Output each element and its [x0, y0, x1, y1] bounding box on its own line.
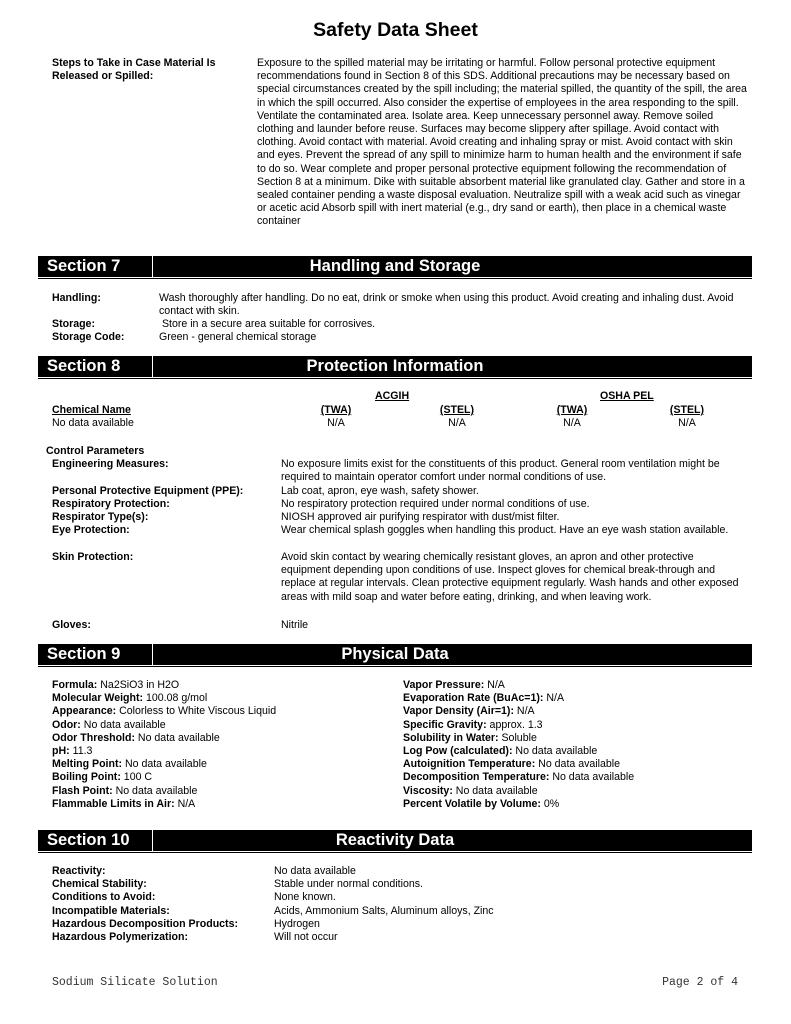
document-title: Safety Data Sheet — [313, 19, 478, 41]
reactivity-row: Hazardous Polymerization: Will not occur — [52, 930, 338, 943]
storage-text: Store in a secure area suitable for corrosives. — [159, 318, 376, 330]
section-7-title: Handling and Storage — [309, 257, 481, 275]
handling-text: Wash thoroughly after handling. Do no eat, drink or smoke when using this product. Avoid creating and inhaling dust. Avoid contact with skin. — [159, 292, 734, 318]
physical-data-item: Evaporation Rate (BuAc=1): N/A — [403, 692, 565, 705]
physical-data-item: Log Pow (calculated): No data available — [403, 745, 598, 758]
spill-label — [52, 57, 252, 83]
table-row-acgih-twa: N/A — [327, 417, 345, 429]
storage-code-label: Storage Code: — [52, 331, 125, 343]
reactivity-row: Incompatible Materials: Acids, Ammonium Salts, Aluminum alloys, Zinc — [52, 904, 494, 917]
section-8-number: Section 8 — [47, 357, 121, 375]
respiratory-label: Respiratory Protection: — [52, 498, 170, 510]
control-parameters-title: Control Parameters — [46, 445, 145, 457]
gloves-label: Gloves: — [52, 619, 91, 631]
gloves-text: Nitrile — [281, 619, 309, 631]
ppe-label: Personal Protective Equipment (PPE): — [52, 485, 244, 497]
col-chemical-name: Chemical Name — [52, 404, 131, 416]
storage-label: Storage: — [52, 318, 95, 330]
col-osha-stel: (STEL) — [669, 404, 705, 416]
section-10-title: Reactivity Data — [335, 831, 455, 849]
engineering-label: Engineering Measures: — [52, 458, 169, 470]
physical-data-item: Appearance: Colorless to White Viscous Liquid — [52, 705, 277, 718]
storage-code-text: Green - general chemical storage — [159, 331, 317, 343]
acgih-header: ACGIH — [375, 390, 410, 402]
physical-data-item: Percent Volatile by Volume: 0% — [403, 797, 560, 810]
table-row-osha-stel: N/A — [678, 417, 696, 429]
table-row-acgih-stel: N/A — [448, 417, 466, 429]
eye-protection-text: Wear chemical splash goggles when handling this product. Have an eye wash station available. — [281, 524, 729, 536]
physical-data-item: Molecular Weight: 100.08 g/mol — [52, 692, 208, 705]
reactivity-table — [52, 865, 752, 944]
footer-product-name: Sodium Silicate Solution — [52, 976, 218, 989]
physical-data-left-column — [52, 679, 382, 811]
table-row-osha-twa: N/A — [563, 417, 581, 429]
table-row-name: No data available — [52, 417, 134, 429]
physical-data-item: Specific Gravity: approx. 1.3 — [403, 718, 543, 731]
section-9-number: Section 9 — [47, 645, 121, 663]
physical-data-item: Solubility in Water: Soluble — [403, 731, 537, 744]
physical-data-item: Flash Point: No data available — [52, 784, 198, 797]
engineering-text: No exposure limits exist for the constituents of this product. General room ventilation might be required to maintain operator comfort under normal conditions of use. — [281, 458, 720, 484]
handling-label: Handling: — [52, 292, 101, 304]
physical-data-item: Vapor Pressure: N/A — [403, 679, 505, 691]
skin-protection-label: Skin Protection: — [52, 551, 134, 563]
respirator-type-text: NIOSH approved air purifying respirator with dust/mist filter. — [281, 511, 560, 523]
section-10-number: Section 10 — [47, 831, 130, 849]
col-osha-twa: (TWA) — [556, 404, 588, 416]
physical-data-item: Odor Threshold: No data available — [52, 731, 220, 744]
section-10-header — [38, 830, 752, 852]
spill-label-line2: Released or Spilled: — [52, 70, 154, 83]
physical-data-item: Melting Point: No data available — [52, 758, 207, 771]
physical-data-item: Decomposition Temperature: No data available — [403, 771, 635, 784]
physical-data-item: Vapor Density (Air=1): N/A — [403, 705, 535, 718]
col-acgih-twa: (TWA) — [320, 404, 352, 416]
spill-label-line1: Steps to Take in Case Material Is — [52, 57, 216, 69]
section-7-header — [38, 256, 752, 278]
skin-protection-text: Avoid skin contact by wearing chemically resistant gloves, an apron and other protective equipment depending upon conditions of use. Inspect gloves for chemical break-through and replace at regular intervals. Clean protective equipment regularly. Wash hands and other exposed areas with mild soap and water before eating, drinking, and when leaving work. — [281, 551, 739, 603]
eye-protection-label: Eye Protection: — [52, 524, 130, 536]
footer-page-number: Page 2 of 4 — [662, 976, 738, 989]
section-9-header — [38, 644, 752, 666]
spill-text: Exposure to the spilled material may be irritating or harmful. Follow personal protective equipment recommendations found in Section 8 of this SDS. Additional precautions may be necessary based on special circumstances created by the spill including; the material spilled, the quantity of the spill, the area in which the spill occurred. Also consider the expertise of employees in the area responding to the spill. Ventilate the contaminated area. Isolate area. Keep unnecessary personnel away. Remove soiled clothing and launder before reuse. Surfaces may become slippery after spillage. Avoid contact with clothing. Avoid contact with material. Avoid creating and inhaling spray or mist. Avoid contact with skin and eyes. Prevent the spread of any spill to minimize harm to human health and the environment if safe to do so. Wear complete and proper personal protective equipment following the recommendation of Section 8 at a minimum. Dike with suitable absorbent material like granulated clay. Gather and store in a sealed container pending a waste disposal evaluation. Neutralize spill with a weak acid such as vinegar or acetic acid Absorb spill with inert material (e.g., dry sand or earth), then place in a chemical waste container — [257, 57, 747, 228]
physical-data-item: Boiling Point: 100 C — [52, 771, 153, 784]
respiratory-text: No respiratory protection required under normal conditions of use. — [281, 498, 590, 510]
osha-header: OSHA PEL — [600, 390, 654, 402]
physical-data-item: pH: 11.3 — [52, 745, 93, 758]
reactivity-row: Reactivity: No data available — [52, 865, 356, 877]
physical-data-right-column — [403, 679, 748, 811]
section-9-title: Physical Data — [341, 645, 449, 663]
section-8-header — [38, 356, 752, 378]
physical-data-item: Odor: No data available — [52, 718, 166, 731]
ppe-text: Lab coat, apron, eye wash, safety shower. — [281, 485, 479, 497]
section-7-number: Section 7 — [47, 257, 121, 275]
physical-data-item: Autoignition Temperature: No data available — [403, 758, 621, 771]
reactivity-row: Conditions to Avoid: None known. — [52, 891, 336, 904]
col-acgih-stel: (STEL) — [439, 404, 475, 416]
reactivity-row: Chemical Stability: Stable under normal conditions. — [52, 878, 423, 891]
section-8-title: Protection Information — [306, 357, 484, 375]
reactivity-row: Hazardous Decomposition Products: Hydrogen — [52, 917, 320, 930]
respirator-type-label: Respirator Type(s): — [52, 511, 149, 523]
physical-data-item: Formula: Na2SiO3 in H2O — [52, 679, 180, 691]
physical-data-item: Flammable Limits in Air: N/A — [52, 797, 196, 810]
physical-data-item: Viscosity: No data available — [403, 784, 538, 797]
